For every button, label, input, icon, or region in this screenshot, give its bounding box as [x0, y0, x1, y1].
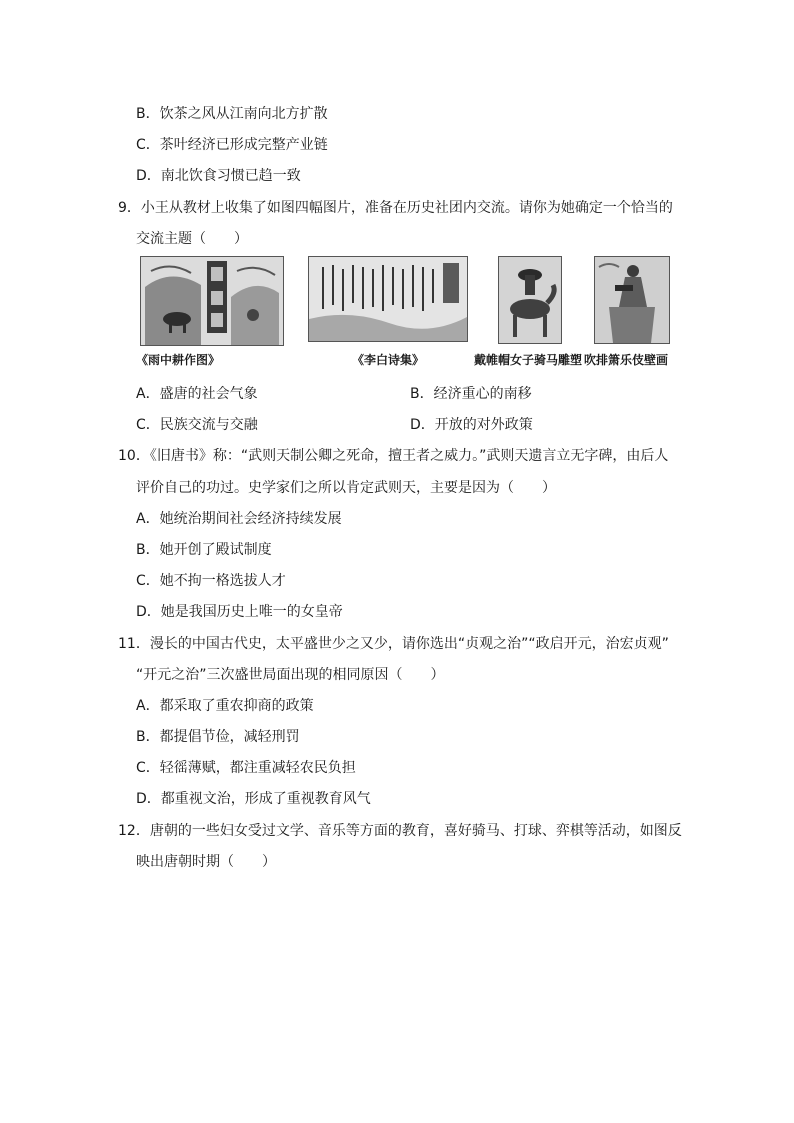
- q10-stem: 10．《旧唐书》称：“武则天制公卿之死命，擅王者之威力。”武则天遗言立无字碑，由后人: [118, 448, 669, 464]
- q8-option-b[interactable]: B．饮茶之风从江南向北方扩散: [136, 106, 328, 122]
- q11-stem: 11．漫长的中国古代史，太平盛世少之又少，请你选出“贞观之治”“政启开元，治宏贞观”: [118, 636, 669, 652]
- figure-caption: 戴帷帽女子骑马雕塑: [474, 353, 583, 367]
- q10-stem-cont: 评价自己的功过。史学家们之所以肯定武则天，主要是因为（ ）: [136, 480, 556, 496]
- q9-stem-cont: 交流主题（ ）: [136, 231, 248, 247]
- q11-option-a[interactable]: A．都采取了重农抑商的政策: [136, 698, 314, 714]
- painting-image: [140, 256, 284, 346]
- mural-image: [594, 256, 670, 344]
- q10-option-b[interactable]: B．她开创了殿试制度: [136, 542, 272, 558]
- q9-figure-row: [136, 256, 696, 372]
- q10-option-d[interactable]: D．她是我国历史上唯一的女皇帝: [136, 604, 343, 620]
- q11-option-d[interactable]: D．都重视文治，形成了重视教育风气: [136, 791, 371, 807]
- figure-caption: 《雨中耕作图》: [136, 353, 221, 367]
- q9-stem: 9．小王从教材上收集了如图四幅图片，准备在历史社团内交流。请你为她确定一个恰当的: [118, 200, 673, 216]
- figure-caption: 《李白诗集》: [352, 353, 425, 367]
- q9-option-a[interactable]: A．盛唐的社会气象: [136, 386, 258, 402]
- q9-option-c[interactable]: C．民族交流与交融: [136, 417, 258, 433]
- q10-option-a[interactable]: A．她统治期间社会经济持续发展: [136, 511, 342, 527]
- calligraphy-image: [308, 256, 468, 342]
- q8-option-d[interactable]: D．南北饮食习惯已趋一致: [136, 168, 301, 184]
- q9-option-b[interactable]: B．经济重心的南移: [410, 386, 532, 402]
- q12-stem: 12．唐朝的一些妇女受过文学、音乐等方面的教育，喜好骑马、打球、弈棋等活动，如图反: [118, 823, 682, 839]
- statue-image: [498, 256, 562, 344]
- q12-stem-cont: 映出唐朝时期（ ）: [136, 854, 276, 870]
- q10-option-c[interactable]: C．她不拘一格选拔人才: [136, 573, 286, 589]
- q11-option-b[interactable]: B．都提倡节俭，减轻刑罚: [136, 729, 300, 745]
- q9-option-d[interactable]: D．开放的对外政策: [410, 417, 533, 433]
- figure-caption: 吹排箫乐伎壁画: [584, 353, 669, 367]
- q11-stem-cont: “开元之治”三次盛世局面出现的相同原因（ ）: [136, 667, 445, 683]
- q8-option-c[interactable]: C．茶叶经济已形成完整产业链: [136, 137, 328, 153]
- q11-option-c[interactable]: C．轻徭薄赋，都注重减轻农民负担: [136, 760, 356, 776]
